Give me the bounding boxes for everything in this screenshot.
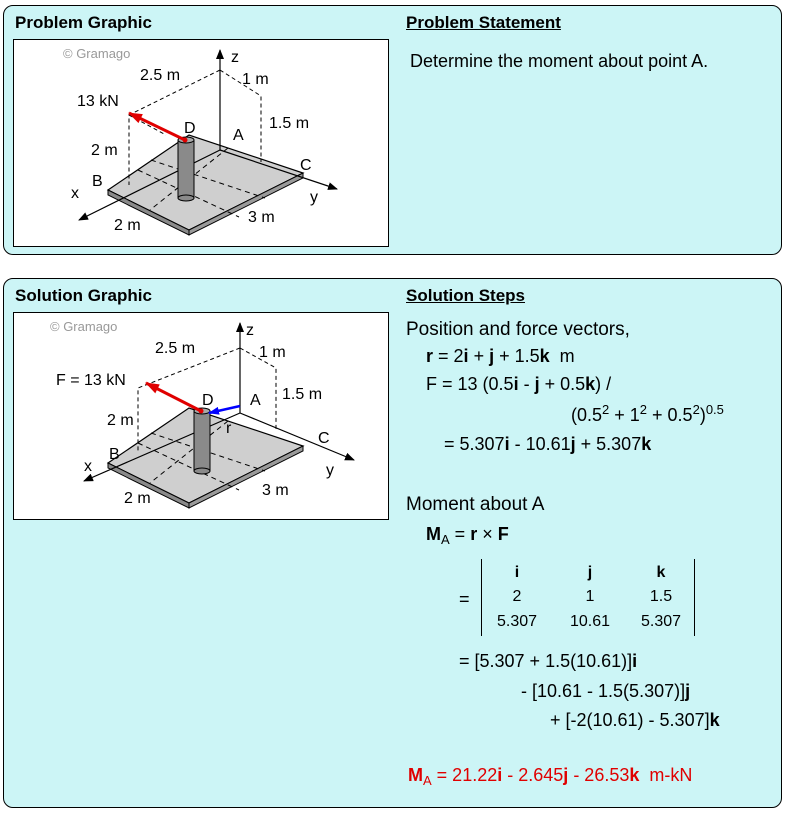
ma-eq: = [449,524,471,544]
ma-sub: A [441,532,450,547]
dim-1-5: 1.5 m [282,386,323,403]
point-c: C [318,430,330,447]
dim-2-5: 2.5 m [155,340,196,357]
problem-figure [13,39,389,247]
problem-statement-title: Problem Statement [406,13,561,32]
exp2-a: - [10.61 - 1.5(5.307)] [521,681,686,701]
det-cell-1-1: i [514,564,520,581]
position-vector-r [209,406,240,413]
res-a: = 21.22 [431,765,498,785]
force-arrow [129,113,185,140]
ma-x: × [477,524,498,544]
point-c: C [300,157,312,174]
den-d: ) [699,405,706,425]
r-j: j [489,346,495,366]
watermark: © Gramago [50,319,118,334]
fres-a: = 5.307 [444,434,505,454]
det-cell-3-2: 10.61 [569,613,611,630]
dim-2-vert: 2 m [91,142,118,159]
det-right-bar [694,559,695,636]
solution-graphic-title: Solution Graphic [15,286,152,305]
moment-intro: Moment about A [406,494,545,515]
fres-j: j [570,434,576,454]
point-b: B [109,446,120,463]
f-vector-line [426,374,611,395]
den-c: + 0.5 [647,405,693,425]
watermark: © Gramago [63,46,131,61]
det-cell-2-3: 1.5 [649,588,673,605]
det-cell-1-3: k [656,564,666,581]
dim-2-base: 2 m [114,217,141,234]
res-unit: m-kN [639,765,693,785]
dim-2-5: 2.5 m [140,67,181,84]
f-denominator-line [571,402,724,426]
res-j: j [563,765,569,785]
dim-2-base: 2 m [124,490,151,507]
problem-panel [3,5,782,255]
result-line [408,765,692,786]
problem-diagram [14,40,388,246]
f-c: + 0.5 [539,374,586,394]
det-left-bar [481,559,482,636]
exp3-u: k [709,710,720,730]
point-a: A [250,392,261,409]
r-symbol: r [426,346,434,366]
solution-diagram [14,313,388,519]
den-b: + 1 [609,405,640,425]
point-d: D [184,120,196,137]
expansion-line-3 [550,710,720,731]
axis-y-label: y [326,462,334,479]
force-label: F = 13 kN [56,372,126,389]
det-cell-3-1: 5.307 [496,613,538,630]
ma-r: r [470,524,478,544]
dim-1: 1 m [259,344,286,361]
r-k: k [539,346,550,366]
expansion-line-1 [459,651,637,672]
axis-x-label: x [71,185,79,202]
r-eq-b: + [468,346,490,366]
det-cell-1-2: j [587,564,593,581]
f-d: ) / [595,374,612,394]
res-sub: A [423,773,432,788]
dim-1: 1 m [242,71,269,88]
post [178,140,194,198]
exp2-u: j [685,681,691,701]
ma-f: F [497,524,509,544]
solution-panel [3,278,782,808]
f-j: j [534,374,540,394]
force-label: 13 kN [77,93,119,110]
label-r: r [226,420,232,437]
det-cell-2-1: 2 [512,588,522,605]
den-sup3: 2 [692,402,700,417]
det-cell-3-3: 5.307 [640,613,682,630]
fres-i: i [504,434,510,454]
den-sup1: 2 [602,402,610,417]
dim-3: 3 m [262,482,289,499]
point-a: A [233,127,244,144]
f-result-line [444,434,651,455]
exp1-a: = [5.307 + 1.5(10.61)] [459,651,633,671]
ma-m: M [426,524,441,544]
problem-graphic-title: Problem Graphic [15,13,152,32]
res-m: M [408,765,423,785]
ma-definition-line [426,524,509,545]
res-c: - 26.53 [568,765,630,785]
expansion-line-2 [521,681,690,702]
det-equals: = [459,589,470,609]
f-a: F = 13 (0.5 [426,374,514,394]
det-cell-2-2: 1 [585,588,595,605]
r-eq-c: + 1.5 [494,346,540,366]
point-b: B [92,173,103,190]
r-unit: m [549,346,575,366]
fres-k: k [641,434,652,454]
f-k: k [585,374,596,394]
problem-statement-text: Determine the moment about point A. [410,51,709,71]
r-vector-line [426,346,575,367]
f-i: i [513,374,519,394]
f-b: - [518,374,535,394]
step-intro: Position and force vectors, [406,319,630,340]
r-eq-a: = 2 [433,346,464,366]
r-i: i [463,346,469,366]
solution-figure [13,312,389,520]
res-i: i [497,765,503,785]
point-d: D [202,392,214,409]
fres-c: + 5.307 [575,434,642,454]
fres-b: - 10.61 [509,434,571,454]
axis-y-label: y [310,189,318,206]
exp3-a: + [-2(10.61) - 5.307] [550,710,710,730]
dim-3: 3 m [248,209,275,226]
res-b: - 2.645 [502,765,564,785]
post [194,411,210,471]
dim-2-vert: 2 m [107,412,134,429]
dim-1-5: 1.5 m [269,115,310,132]
solution-steps-title: Solution Steps [406,286,525,305]
den-a: (0.5 [571,405,603,425]
res-k: k [629,765,640,785]
force-arrow [146,383,201,411]
axis-x-label: x [84,458,92,475]
exp1-u: i [632,651,638,671]
den-sup4: 0.5 [705,402,724,417]
axis-z-label: z [231,49,239,66]
axis-z-label: z [246,322,254,339]
den-sup2: 2 [639,402,648,417]
